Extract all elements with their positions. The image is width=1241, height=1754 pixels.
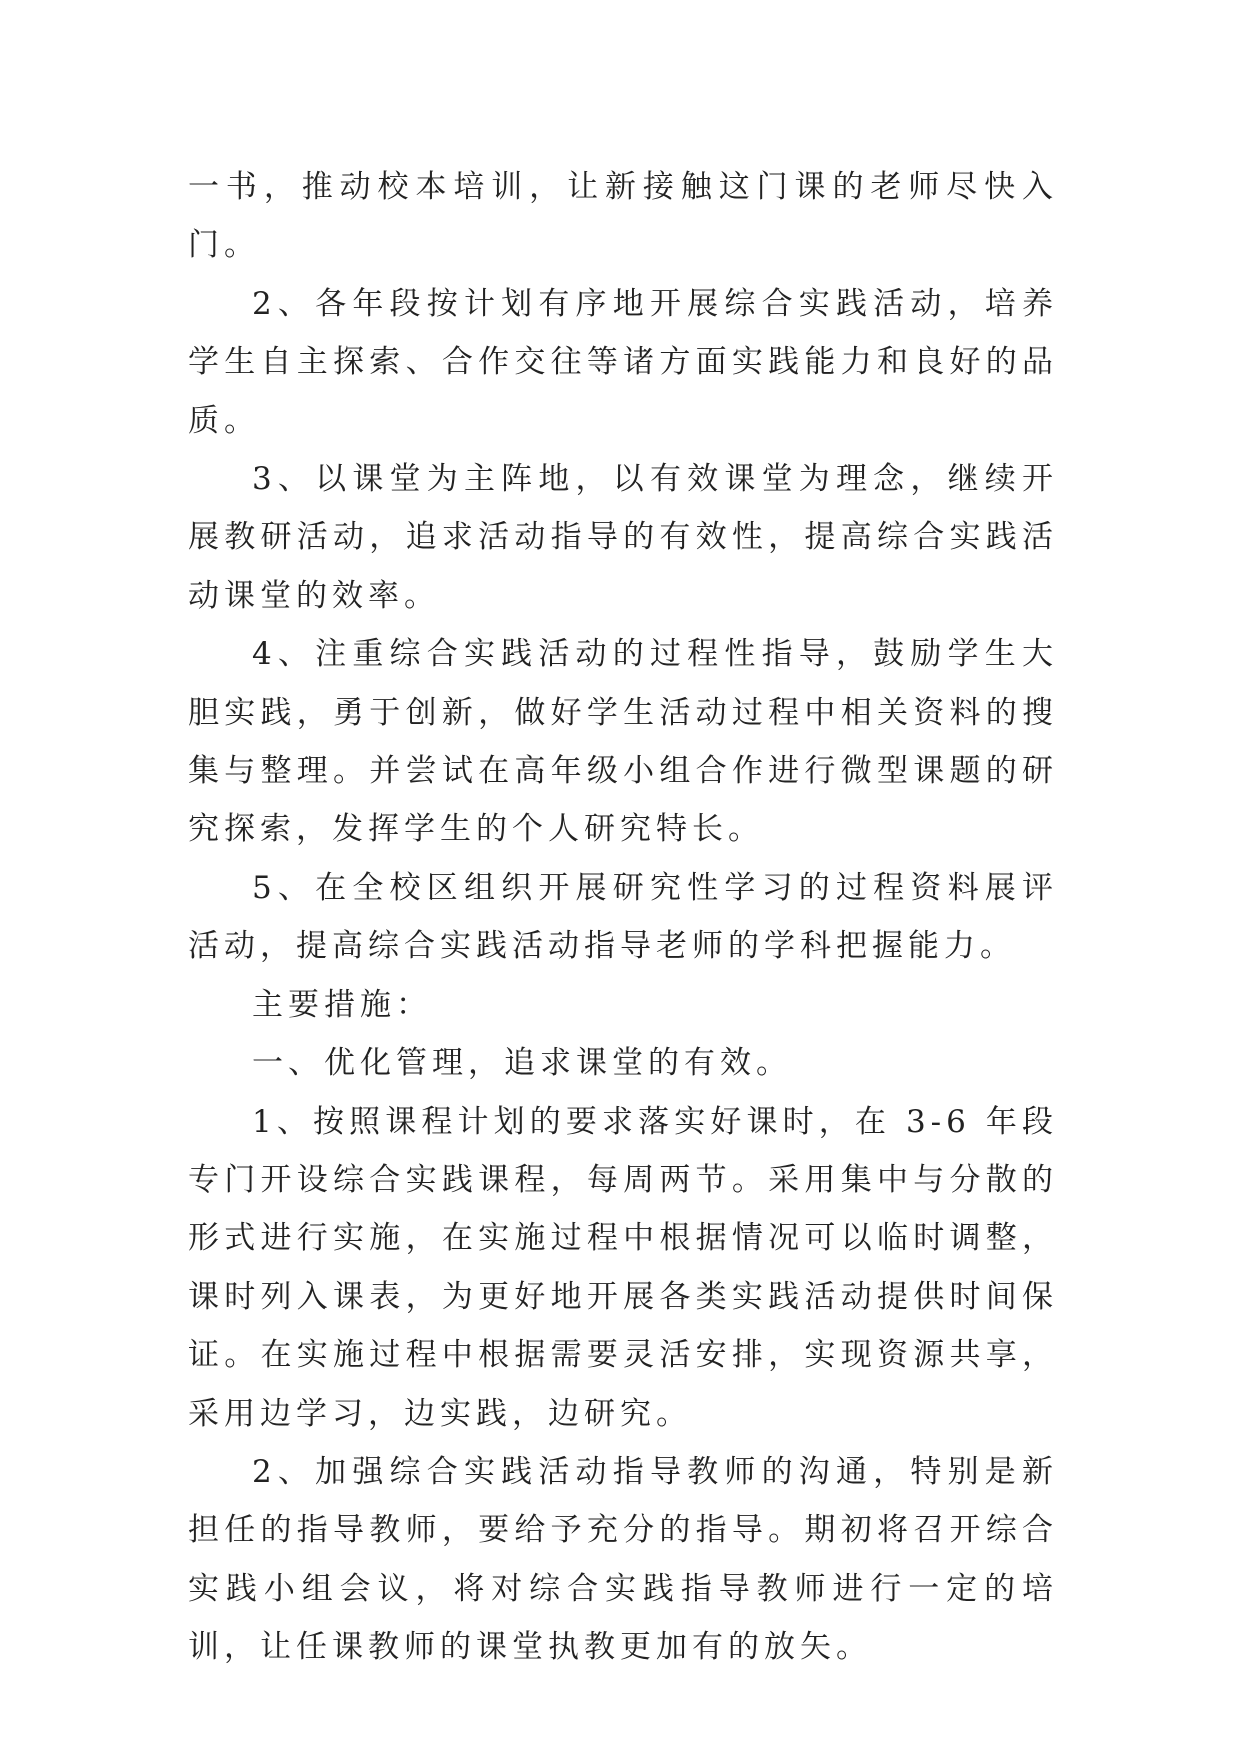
paragraph: 2、加强综合实践活动指导教师的沟通，特别是新担任的指导教师，要给予充分的指导。期初将召开综合实践小组会议，将对综合实践指导教师进行一定的培训，让任课教师的课堂执教更加有的放矢。	[188, 1453, 1058, 1666]
document-body	[188, 158, 1058, 1677]
paragraph: 一书，推动校本培训，让新接触这门课的老师尽快入门。	[188, 169, 1058, 264]
paragraph: 3、以课堂为主阵地，以有效课堂为理念，继续开展教研活动，追求活动指导的有效性，提高综合实践活动课堂的效率。	[188, 461, 1058, 614]
subsection-heading: 一、优化管理，追求课堂的有效。	[252, 1045, 792, 1082]
paragraph: 1、按照课程计划的要求落实好课时，在 3-6 年段专门开设综合实践课程，每周两节。采用集中与分散的形式进行实施，在实施过程中根据情况可以临时调整，课时列入课表，为更好地开展各类实践活动提供时间保证。在实施过程中根据需要灵活安排，实现资源共享，采用边学习，边实践，边研究。	[188, 1103, 1058, 1432]
paragraph: 5、在全校区组织开展研究性学习的过程资料展评活动，提高综合实践活动指导老师的学科把握能力。	[188, 869, 1058, 965]
paragraph: 4、注重综合实践活动的过程性指导，鼓励学生大胆实践，勇于创新，做好学生活动过程中相关资料的搜集与整理。并尝试在高年级小组合作进行微型课题的研究探索，发挥学生的个人研究特长。	[188, 636, 1058, 848]
paragraph: 2、各年段按计划有序地开展综合实践活动，培养学生自主探索、合作交往等诸方面实践能力和良好的品质。	[188, 285, 1058, 439]
section-heading: 主要措施：	[252, 986, 432, 1023]
